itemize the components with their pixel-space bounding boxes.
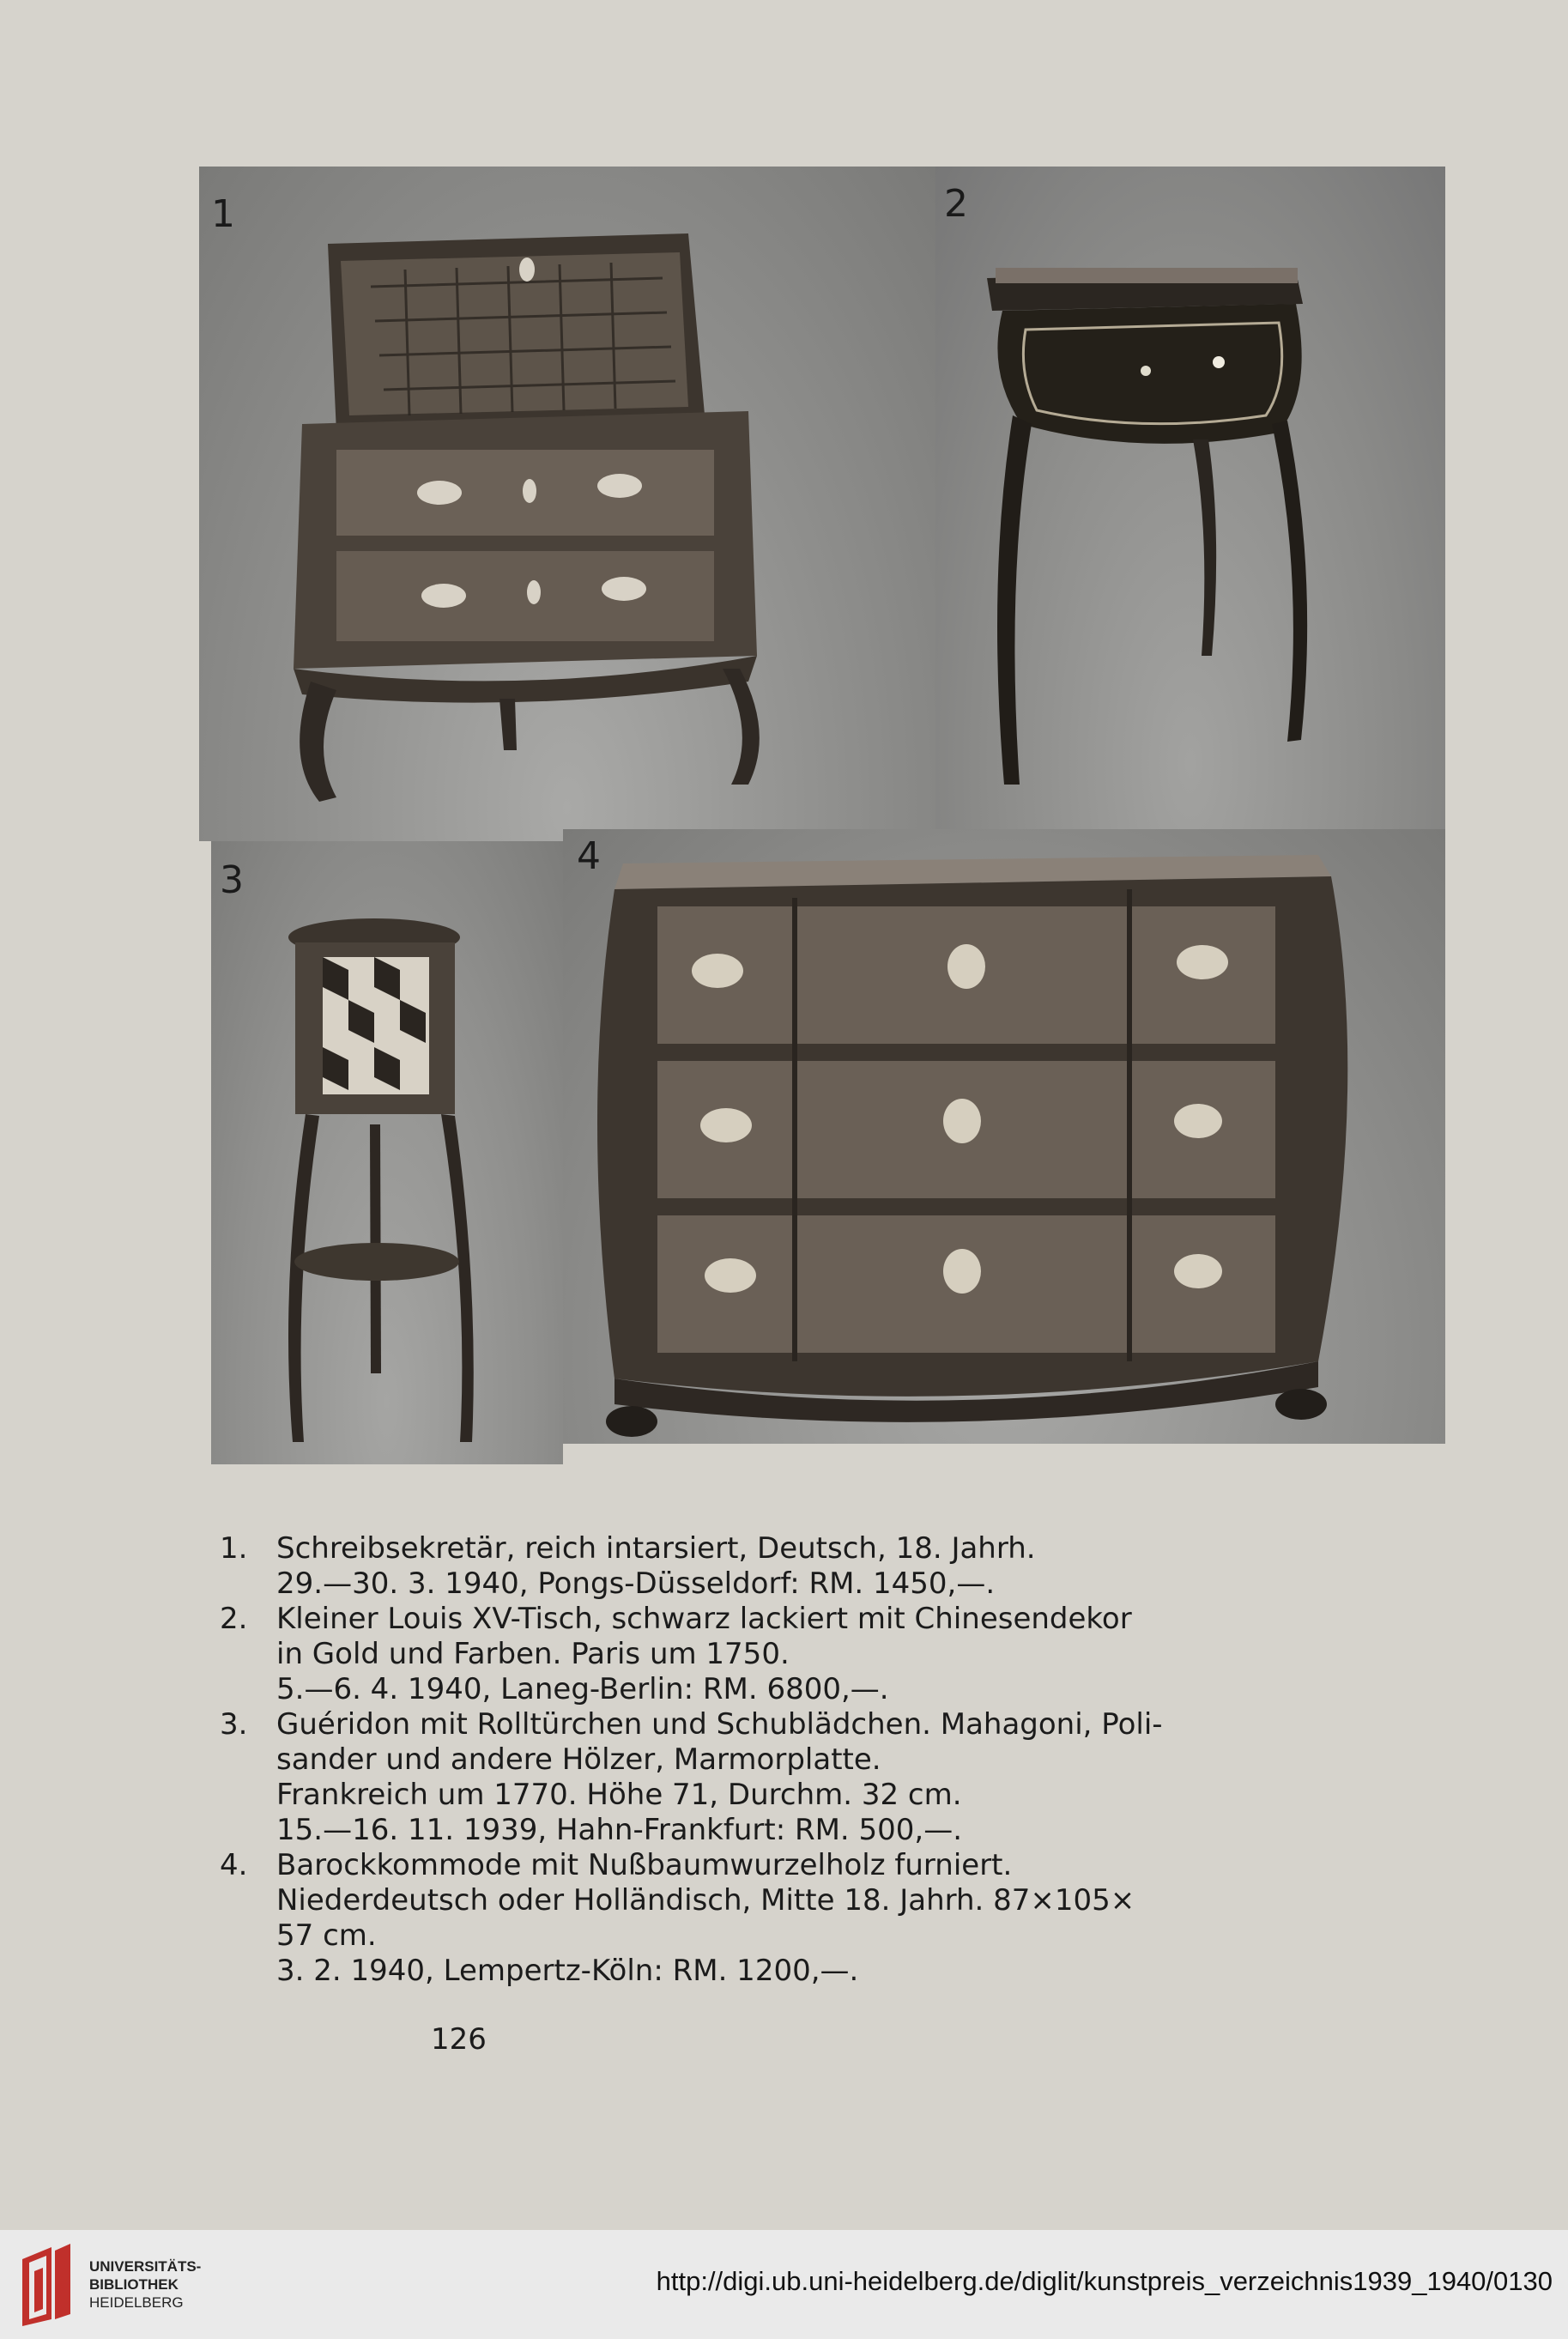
photo-number-1: 1 [211, 192, 235, 236]
caption-item-2 [220, 1602, 1250, 1707]
caption-line: Barockkommode mit Nußbaumwurzelholz furniert. [276, 1848, 1013, 1882]
caption-item-3 [220, 1707, 1250, 1848]
photo-3-gueridon [211, 841, 563, 1464]
photo-2-table [935, 167, 1445, 829]
caption-number: 4. [220, 1848, 248, 1882]
library-name-line: HEIDELBERG [89, 2294, 184, 2311]
caption-line: 15.—16. 11. 1939, Hahn-Frankfurt: RM. 500,—. [276, 1813, 963, 1847]
photo-number-4: 4 [577, 834, 601, 878]
caption-line: Guéridon mit Rolltürchen und Schublädchen. Mahagoni, Poli- [276, 1707, 1163, 1742]
caption-line: Frankreich um 1770. Höhe 71, Durchm. 32 cm. [276, 1778, 962, 1812]
caption-line: in Gold und Farben. Paris um 1750. [276, 1637, 790, 1671]
caption-item-4 [220, 1848, 1250, 1989]
library-name-line: BIBLIOTHEK [89, 2276, 179, 2293]
caption-number: 3. [220, 1707, 248, 1742]
photo-4-commode [563, 829, 1445, 1444]
caption-number: 2. [220, 1602, 248, 1636]
library-name-line: UNIVERSITÄTS- [89, 2258, 202, 2275]
photo-plate [199, 167, 1445, 1473]
caption-item-1 [220, 1531, 1250, 1602]
library-logo-icon [17, 2242, 76, 2328]
page-number: 126 [431, 2022, 487, 2057]
catalog-captions [220, 1531, 1250, 1989]
footer-bar [0, 2230, 1568, 2339]
photo-1-secretary [199, 167, 935, 841]
caption-line: 3. 2. 1940, Lempertz-Köln: RM. 1200,—. [276, 1954, 859, 1988]
photo-number-2: 2 [944, 182, 968, 226]
caption-number: 1. [220, 1531, 248, 1566]
source-url-link[interactable]: http://digi.ub.uni-heidelberg.de/diglit/kunstpreis_verzeichnis1939_1940/0130 [656, 2266, 1553, 2296]
caption-line: 57 cm. [276, 1918, 377, 1953]
caption-line: 5.—6. 4. 1940, Laneg-Berlin: RM. 6800,—. [276, 1672, 889, 1706]
caption-line: Kleiner Louis XV-Tisch, schwarz lackiert mit Chinesendekor [276, 1602, 1132, 1636]
caption-line: sander und andere Hölzer, Marmorplatte. [276, 1742, 881, 1777]
caption-line: Schreibsekretär, reich intarsiert, Deutsch, 18. Jahrh. [276, 1531, 1036, 1566]
caption-line: Niederdeutsch oder Holländisch, Mitte 18. Jahrh. 87×105× [276, 1883, 1135, 1918]
library-name [89, 2257, 201, 2312]
photo-number-3: 3 [220, 858, 244, 902]
caption-line: 29.—30. 3. 1940, Pongs-Düsseldorf: RM. 1450,—. [276, 1566, 996, 1601]
